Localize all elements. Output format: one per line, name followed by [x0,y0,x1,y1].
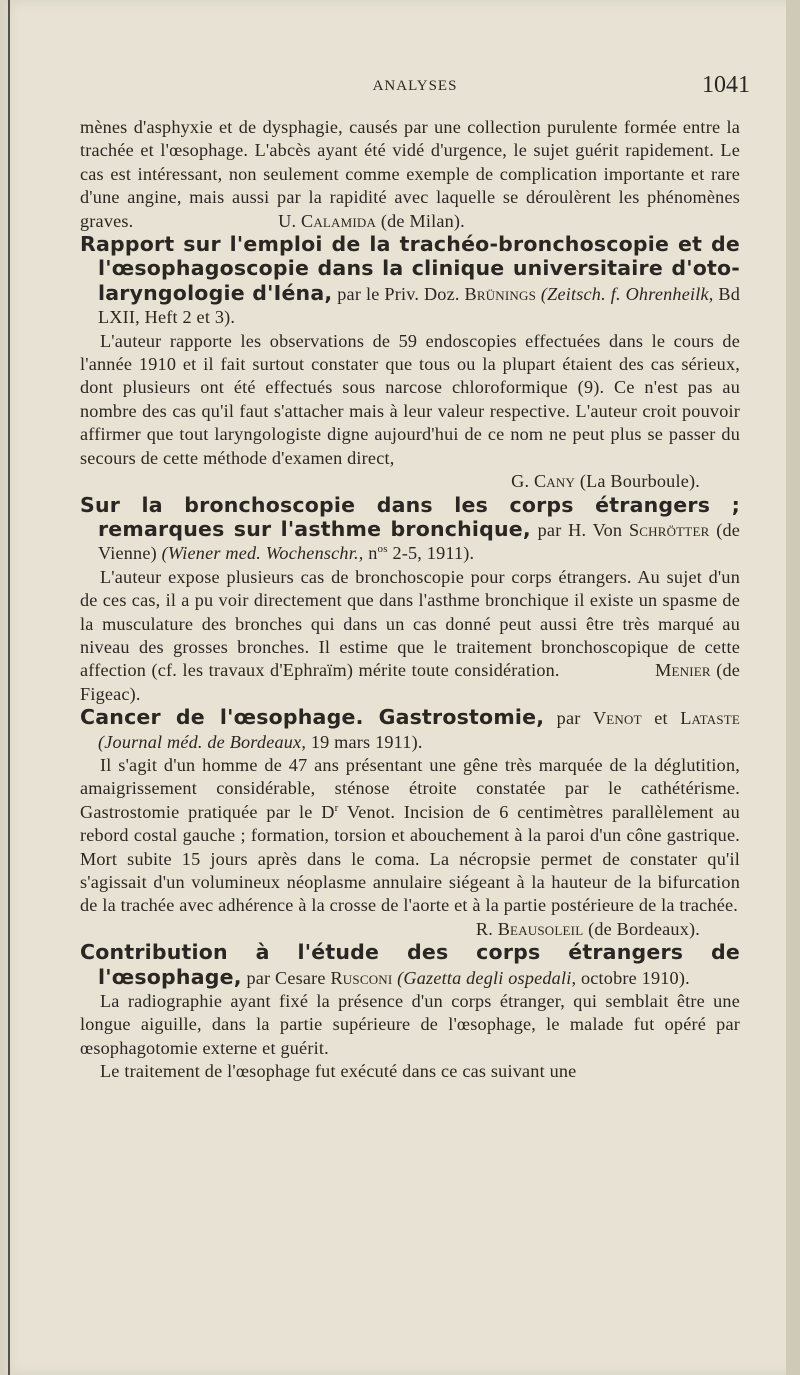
article-heading [80,494,740,566]
reviewer-place: (de Bordeaux). [588,918,700,939]
reviewer-name: G. Cany [511,471,576,492]
citation-superscript: os [377,543,388,556]
article-heading [80,941,740,990]
author-name: Venot [592,708,642,729]
author-joiner: et [654,708,668,729]
reviewer-name: R. Beausoleil [475,918,584,939]
citation: 2-5, 1911). [392,543,475,564]
citation: Bd LXII, Heft 2 et 3). [98,283,741,328]
reviewer-place: (de Figeac). [80,660,741,704]
reviewer-signature [80,918,740,941]
journal-source: (Wiener med. Wochenschr., [161,543,364,564]
author-place: (de Vienne) [98,519,741,564]
reviewer-name: U. Calamida [278,210,377,231]
author-name: Brünings [464,283,536,304]
journal-source: (Zeitsch. f. Ohrenheilk, [540,283,714,304]
article-body: La radiographie ayant fixé la présence d'un corps étranger, qui semblait être une longue aiguille, dans la partie supérieure de l'œsophage, le malade fut opéré par œsophagotomie externe et guérit. [80,991,740,1058]
article-title: Cancer de l'œsophage. Gastrostomie, [80,705,545,730]
running-title: ANALYSES [372,78,458,94]
citation: 19 mars 1911). [310,731,423,752]
author-name: Rusconi [330,967,393,988]
title-superscript: r [334,801,339,814]
author-name: Schrötter [628,519,710,540]
page-number: 1041 [702,72,750,98]
article-continuation [80,116,740,233]
article-heading [80,233,740,330]
byline: par le Priv. Doz. [337,283,460,304]
article-column [80,116,740,1084]
author-name-2: Lataste [680,708,741,729]
paragraph: L'auteur expose plusieurs cas de bronchoscopie pour corps étrangers. Au sujet d'un de ces cas, il a pu voir directement que dans l'asthme bronchique il existe un spasme de la musculature des bronches qui dans un cas donné peut aussi être très marqué au niveau des grosses bronches. Il estime que le traitement bronchoscopique de cette affection (cf. les travaux d'Ephraïm) mérite toute considération. [80,566,740,681]
paragraph: Venot. Incision de 6 centimètres parallèlement au rebord costal gauche ; formation, torsion et abouchement à la paroi d'un cône gastrique. Mort subite 15 jours après dans le coma. La nécropsie permet de constater qu'il s'agissait d'un volumineux néoplasme annulaire siégeant à la hauteur de la bifurcation de la trachée avec adhérence à la crosse de l'aorte et à la partie postérieure de la trachée. [80,801,740,916]
page-right-margin [786,0,800,1375]
reviewer-name: Menier [655,660,711,681]
paragraph: mènes d'asphyxie et de dysphagie, causés par une collection purulente formée entre la trachée et l'œsophage. L'abcès ayant été vidé d'urgence, le sujet guérit rapidement. Le cas est intéressant, non seulement comme exemple de complication importante et rare d'une angine, mais aussi par la rapidité avec laquelle se déroulèrent les phénomènes graves. [80,117,740,231]
reviewer-place: (La Bourboule). [579,471,700,492]
byline: par Cesare [246,967,326,988]
article-body: Le traitement de l'œsophage fut exécuté dans ce cas suivant une [100,1061,577,1082]
journal-source: (Journal méd. de Bordeaux, [98,731,307,752]
citation: octobre 1910). [580,967,690,988]
byline: par [556,708,581,729]
page-binding-edge [8,0,10,1375]
article-body: L'auteur rapporte les observations de 59 endoscopies effectuées dans le cours de l'année 1910 et il fait surtout constater que tous ou la plupart étaient des cas sérieux, dont plusieurs ont été effectués sous narcose chloroformique (9). Ce n'est pas au nombre des cas qu'il faut s'attacher mais à leur valeur respective. L'auteur croit pouvoir affirmer que tout laryngologiste digne aujourd'hui de ce nom ne peut plus se passer du secours de cette méthode d'examen direct, [80,330,740,468]
byline: par H. Von [537,519,623,540]
article-body [80,566,740,706]
citation-number: n [368,543,378,564]
article-title: Rapport sur l'emploi de la trachéo-bronchoscopie et de l'œsophagoscopie dans la clinique universitaire d'oto-laryngologie d'Iéna, [80,232,740,305]
reviewer-signature [80,470,740,493]
journal-source: (Gazetta degli ospedali, [397,967,577,988]
article-body [80,754,740,918]
running-head [80,74,750,104]
article-title: Contribution à l'étude des corps étrangers de l'œsophage, [80,940,740,989]
article-heading [80,706,740,754]
reviewer-place: (de Milan). [380,210,465,231]
paragraph: Il s'agit d'un homme de 47 ans présentant une gêne très marquée de la déglutition, amaigrissement considérable, sténose étroite constatée par le cathétérisme. Gastrostomie pratiquée par le D [80,754,740,822]
article-title: Sur la bronchoscopie dans les corps étrangers ; remarques sur l'asthme bronchique, [80,492,740,541]
